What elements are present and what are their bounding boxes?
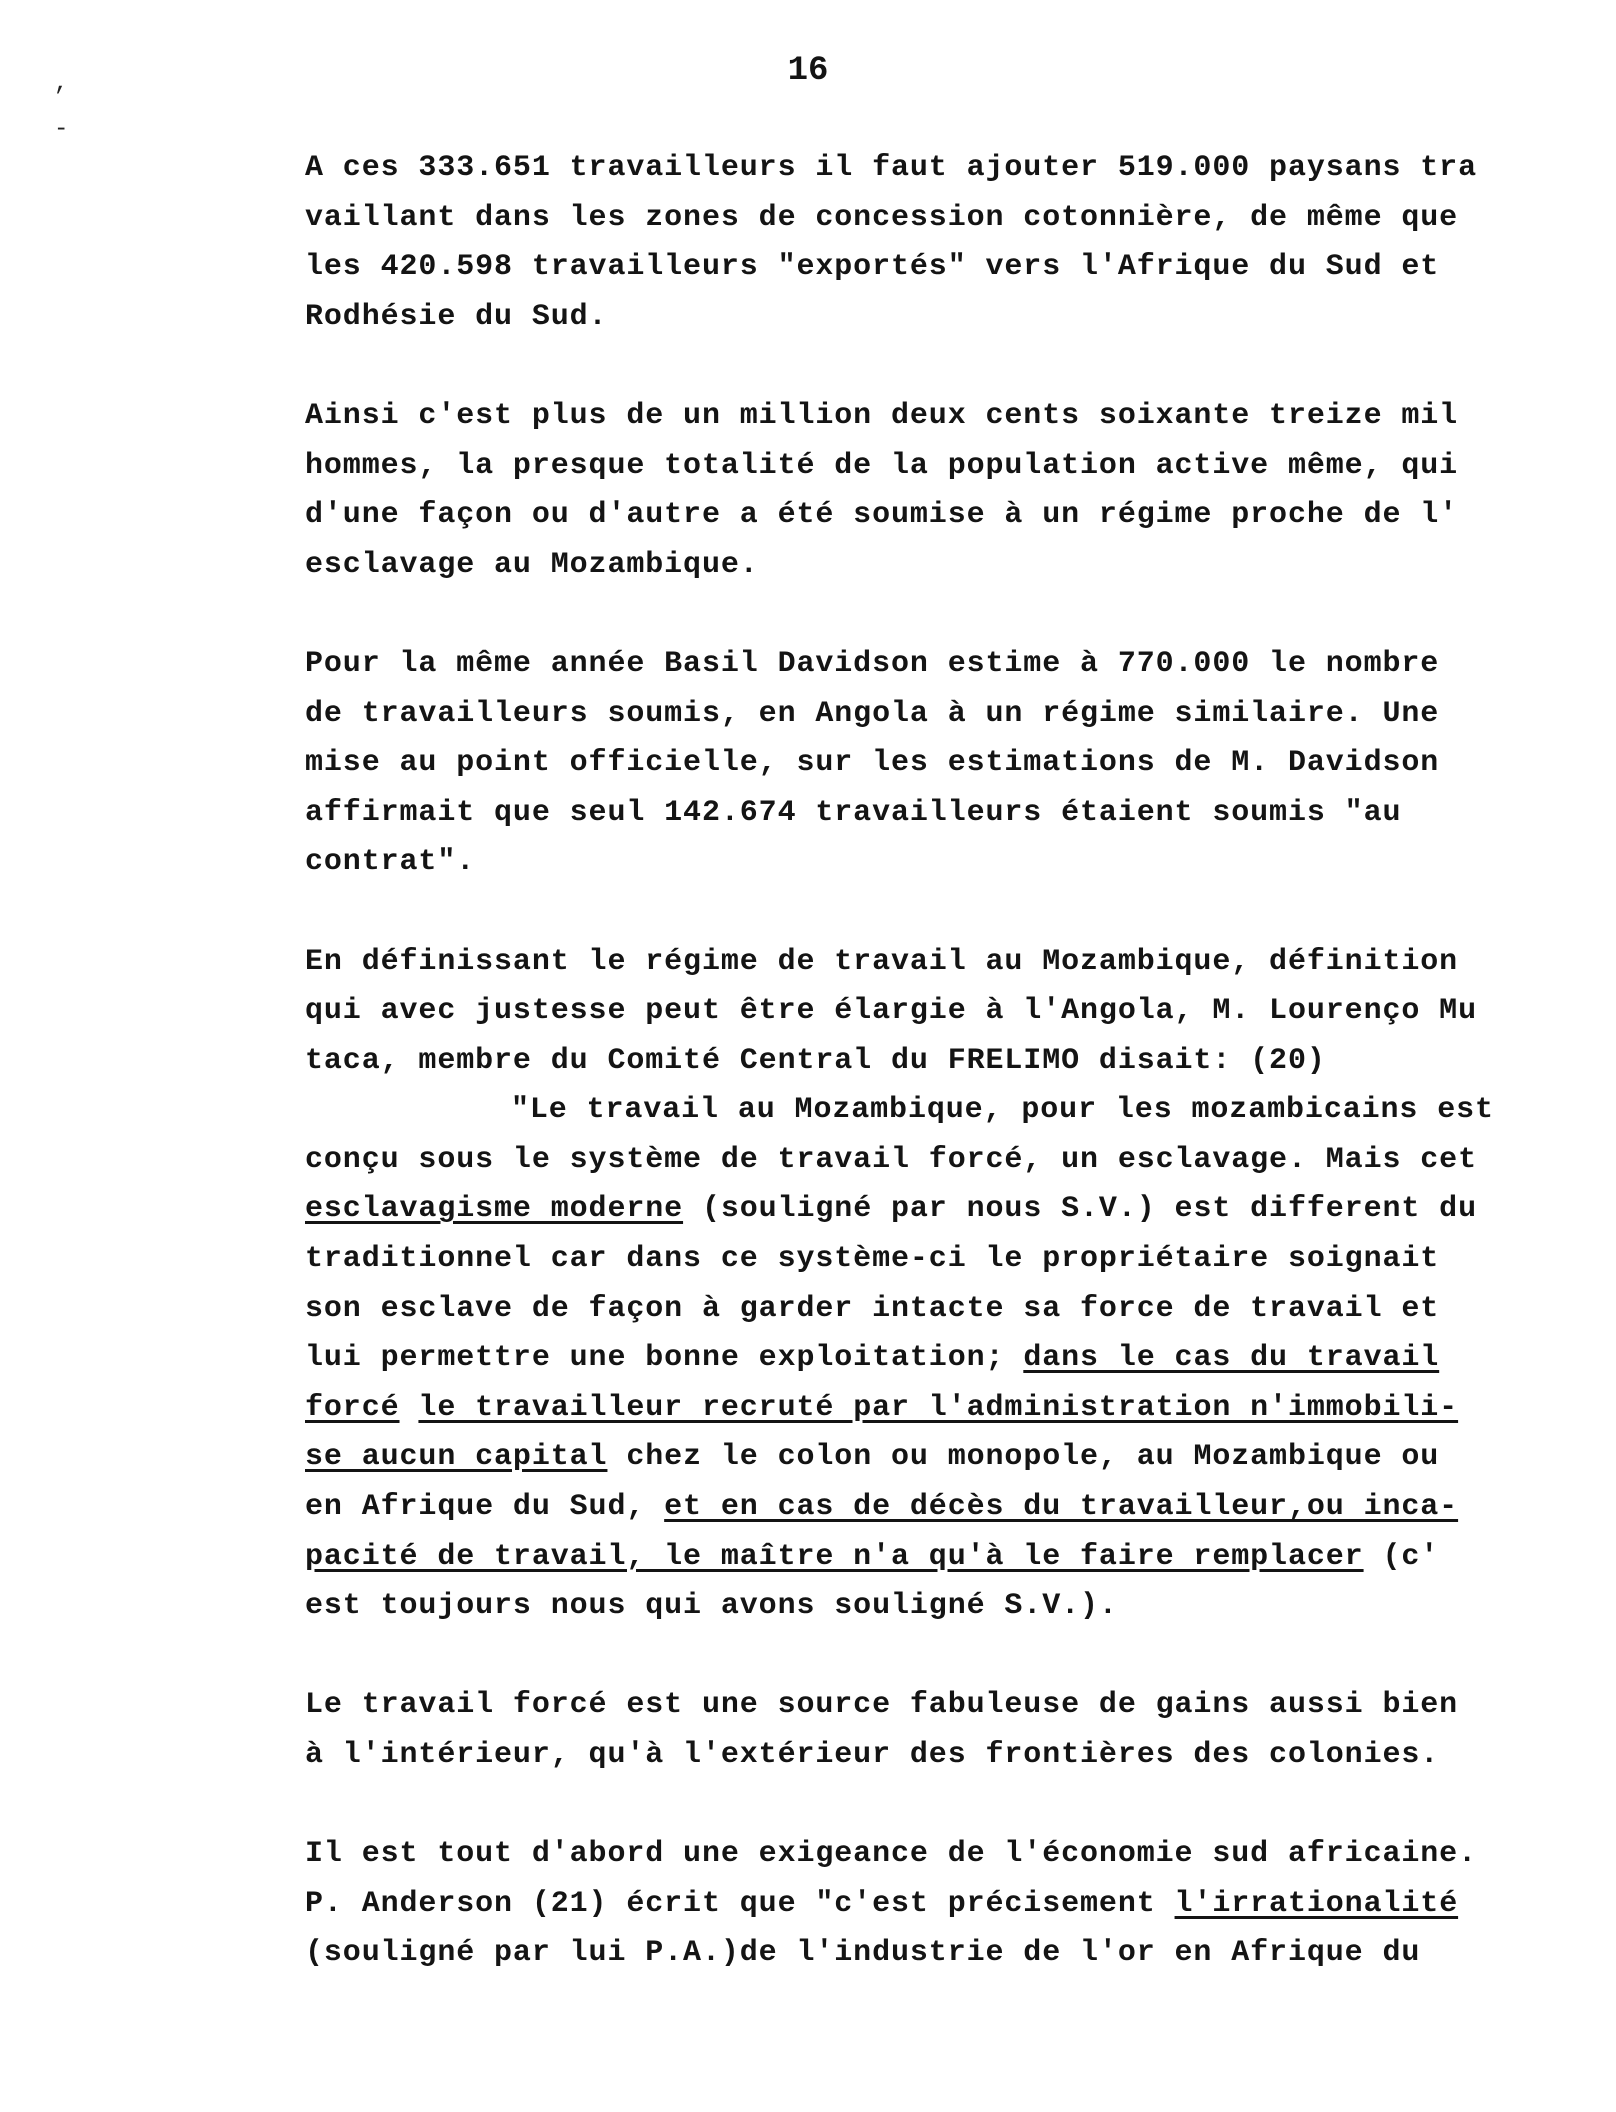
text-line xyxy=(305,1731,1580,1781)
text-line xyxy=(305,144,1580,194)
text-segment: contrat". xyxy=(305,845,476,880)
underlined-text: esclavagisme moderne xyxy=(305,1192,684,1227)
text-line xyxy=(305,1929,1580,1979)
text-segment: les 420.598 travailleurs "exportés" vers l'Afrique du Sud et xyxy=(305,250,1440,285)
text-segment: son esclave de façon à garder intacte sa force de travail et xyxy=(305,1291,1440,1326)
text-segment: Rodhésie du Sud. xyxy=(305,299,608,334)
paragraph xyxy=(305,1681,1580,1780)
text-segment: affirmait que seul 142.674 travailleurs étaient soumis "au xyxy=(305,795,1402,830)
text-segment: (souligné par lui P.A.)de l'industrie de l'or en Afrique du xyxy=(305,1936,1421,1971)
text-segment: lui permettre une bonne exploitation; xyxy=(305,1341,1024,1376)
text-line xyxy=(305,1433,1580,1483)
text-segment: "Le travail au Mozambique, pour les mozambicains est xyxy=(511,1093,1494,1128)
paragraph xyxy=(305,640,1580,888)
underlined-text: forcé xyxy=(305,1390,400,1425)
text-line xyxy=(305,1185,1580,1235)
document-body xyxy=(305,144,1580,2029)
margin-mark: , xyxy=(54,70,69,97)
text-line xyxy=(305,1483,1580,1533)
text-line xyxy=(305,392,1580,442)
text-line xyxy=(305,1533,1580,1583)
text-segment: Pour la même année Basil Davidson estime à 770.000 le nombre xyxy=(305,646,1440,681)
text-line xyxy=(305,1235,1580,1285)
text-line xyxy=(305,739,1580,789)
text-segment xyxy=(400,1391,419,1425)
text-line xyxy=(305,541,1580,591)
text-segment: conçu sous le système de travail forcé, un esclavage. Mais cet xyxy=(305,1142,1477,1177)
text-segment: Le travail forcé est une source fabuleuse de gains aussi bien xyxy=(305,1688,1459,1723)
text-line xyxy=(305,1136,1580,1186)
text-line xyxy=(305,938,1580,988)
underlined-text: se aucun capital xyxy=(305,1440,608,1475)
text-segment: vaillant dans les zones de concession cotonnière, de même que xyxy=(305,200,1459,235)
text-line xyxy=(305,1086,1580,1136)
text-line xyxy=(305,987,1580,1037)
text-segment: taca, membre du Comité Central du FRELIMO disait: (20) xyxy=(305,1043,1326,1078)
text-line xyxy=(305,1681,1580,1731)
paragraph xyxy=(305,392,1580,590)
text-segment: Il est tout d'abord une exigeance de l'économie sud africaine. xyxy=(305,1837,1477,1872)
text-line xyxy=(305,293,1580,343)
text-segment: en Afrique du Sud, xyxy=(305,1490,665,1525)
underlined-text: pacité de travail, le maître n'a qu'à le faire remplacer xyxy=(305,1539,1364,1574)
text-segment: (souligné par nous S.V.) est different du xyxy=(683,1192,1477,1227)
text-segment: P. Anderson (21) écrit que "c'est précisement xyxy=(305,1886,1175,1921)
page-number: 16 xyxy=(787,52,829,90)
text-line xyxy=(305,442,1580,492)
text-line xyxy=(305,491,1580,541)
paragraph xyxy=(305,938,1580,1632)
paragraph xyxy=(305,144,1580,342)
text-line xyxy=(305,1830,1580,1880)
text-segment: est toujours nous qui avons souligné S.V.). xyxy=(305,1589,1118,1624)
text-segment: A ces 333.651 travailleurs il faut ajouter 519.000 paysans tra xyxy=(305,151,1477,185)
text-line xyxy=(305,1037,1580,1087)
paragraph xyxy=(305,1830,1580,1979)
text-line xyxy=(305,1384,1580,1434)
text-segment: hommes, la presque totalité de la population active même, qui xyxy=(305,448,1459,483)
text-line xyxy=(305,243,1580,293)
text-segment: qui avec justesse peut être élargie à l'Angola, M. Lourenço Mu xyxy=(305,994,1477,1029)
margin-mark: - xyxy=(54,116,69,143)
text-line xyxy=(305,789,1580,839)
text-segment: d'une façon ou d'autre a été soumise à un régime proche de l' xyxy=(305,498,1459,533)
text-segment: traditionnel car dans ce système-ci le propriétaire soignait xyxy=(305,1242,1440,1277)
text-segment: (c' xyxy=(1363,1539,1440,1574)
underlined-text: l'irrationalité xyxy=(1174,1886,1459,1921)
text-line xyxy=(305,194,1580,244)
text-segment: de travailleurs soumis, en Angola à un régime similaire. Une xyxy=(305,696,1440,731)
text-line xyxy=(305,1880,1580,1930)
underlined-text: dans le cas du travail xyxy=(1023,1341,1440,1376)
underlined-text: et en cas de décès du travailleur,ou inca- xyxy=(664,1490,1459,1525)
text-line xyxy=(305,838,1580,888)
text-segment: esclavage au Mozambique. xyxy=(305,547,759,582)
text-line xyxy=(305,640,1580,690)
text-line xyxy=(305,1334,1580,1384)
text-segment: mise au point officielle, sur les estimations de M. Davidson xyxy=(305,746,1440,781)
text-line xyxy=(305,690,1580,740)
text-segment: chez le colon ou monopole, au Mozambique ou xyxy=(607,1440,1440,1475)
underlined-text: le travailleur recruté par l'administration n'immobili- xyxy=(418,1390,1459,1425)
text-segment: En définissant le régime de travail au Mozambique, définition xyxy=(305,944,1459,979)
text-line xyxy=(305,1582,1580,1632)
text-line xyxy=(305,1285,1580,1335)
text-segment: à l'intérieur, qu'à l'extérieur des frontières des colonies. xyxy=(305,1738,1440,1772)
text-segment: Ainsi c'est plus de un million deux cents soixante treize mil xyxy=(305,398,1459,433)
